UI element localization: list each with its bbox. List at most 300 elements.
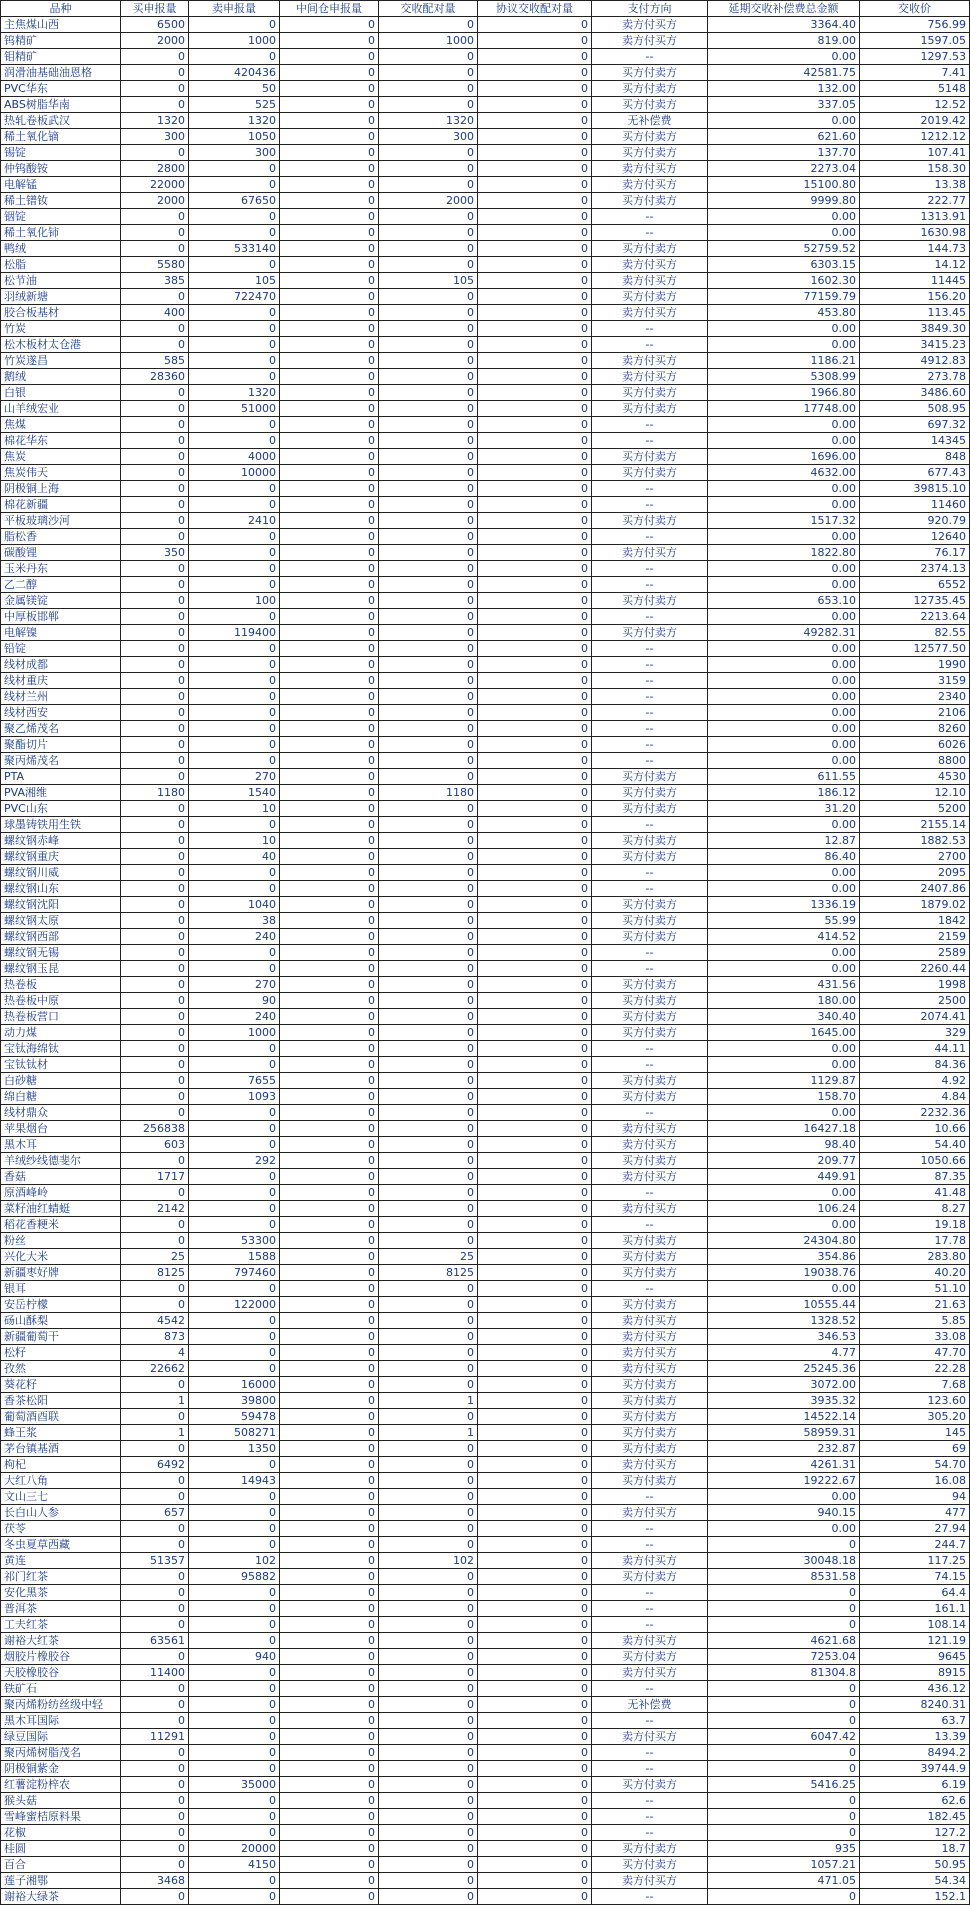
cell-payment-direction: -- — [592, 481, 708, 497]
cell-deferred-compensation: 0.00 — [708, 49, 860, 65]
cell-payment-direction: -- — [592, 1825, 708, 1841]
cell-sell-declared: 1540 — [189, 785, 280, 801]
cell-buy-declared: 0 — [121, 481, 189, 497]
table-row — [1, 1105, 970, 1121]
cell-sell-declared: 39800 — [189, 1393, 280, 1409]
cell-settlement-price: 6.19 — [860, 1777, 970, 1793]
cell-variety: 螺纹钢重庆 — [1, 849, 121, 865]
cell-matched-quantity: 0 — [379, 817, 478, 833]
cell-variety: 锡锭 — [1, 145, 121, 161]
cell-sell-declared: 0 — [189, 529, 280, 545]
cell-matched-quantity: 0 — [379, 913, 478, 929]
cell-matched-quantity: 0 — [379, 673, 478, 689]
cell-sell-declared: 0 — [189, 305, 280, 321]
cell-matched-quantity: 0 — [379, 1281, 478, 1297]
cell-matched-quantity: 0 — [379, 305, 478, 321]
cell-settlement-price: 244.7 — [860, 1537, 970, 1553]
cell-agreement-matched: 0 — [478, 1521, 592, 1537]
cell-settlement-price: 8494.2 — [860, 1745, 970, 1761]
cell-intermediate-declared: 0 — [280, 1681, 379, 1697]
cell-agreement-matched: 0 — [478, 1457, 592, 1473]
table-row — [1, 289, 970, 305]
table-row — [1, 1153, 970, 1169]
cell-intermediate-declared: 0 — [280, 1137, 379, 1153]
cell-settlement-price: 76.17 — [860, 545, 970, 561]
cell-variety: 羊绒纱线德斐尔 — [1, 1153, 121, 1169]
cell-variety: 线材重庆 — [1, 673, 121, 689]
table-row — [1, 609, 970, 625]
cell-deferred-compensation: 31.20 — [708, 801, 860, 817]
cell-payment-direction: 买方付卖方 — [592, 97, 708, 113]
cell-intermediate-declared: 0 — [280, 609, 379, 625]
cell-variety: 砀山酥梨 — [1, 1313, 121, 1329]
cell-deferred-compensation: 0.00 — [708, 657, 860, 673]
cell-buy-declared: 0 — [121, 977, 189, 993]
cell-sell-declared: 67650 — [189, 193, 280, 209]
cell-intermediate-declared: 0 — [280, 417, 379, 433]
cell-agreement-matched: 0 — [478, 449, 592, 465]
cell-matched-quantity: 0 — [379, 1729, 478, 1745]
cell-agreement-matched: 0 — [478, 1153, 592, 1169]
cell-intermediate-declared: 0 — [280, 833, 379, 849]
cell-settlement-price: 436.12 — [860, 1681, 970, 1697]
table-row — [1, 257, 970, 273]
cell-matched-quantity: 105 — [379, 273, 478, 289]
cell-variety: 线材成都 — [1, 657, 121, 673]
cell-agreement-matched: 0 — [478, 721, 592, 737]
cell-intermediate-declared: 0 — [280, 1521, 379, 1537]
cell-matched-quantity: 0 — [379, 865, 478, 881]
cell-agreement-matched: 0 — [478, 1473, 592, 1489]
cell-agreement-matched: 0 — [478, 113, 592, 129]
cell-agreement-matched: 0 — [478, 1617, 592, 1633]
table-header-row — [1, 1, 970, 17]
cell-variety: PVC华东 — [1, 81, 121, 97]
cell-variety: 粉丝 — [1, 1233, 121, 1249]
cell-intermediate-declared: 0 — [280, 1169, 379, 1185]
cell-sell-declared: 95882 — [189, 1569, 280, 1585]
cell-agreement-matched: 0 — [478, 673, 592, 689]
cell-settlement-price: 13.39 — [860, 1729, 970, 1745]
cell-settlement-price: 756.99 — [860, 17, 970, 33]
cell-sell-declared: 0 — [189, 577, 280, 593]
table-row — [1, 1297, 970, 1313]
cell-intermediate-declared: 0 — [280, 49, 379, 65]
cell-sell-declared: 0 — [189, 545, 280, 561]
cell-agreement-matched: 0 — [478, 1137, 592, 1153]
table-row — [1, 1073, 970, 1089]
cell-matched-quantity: 0 — [379, 1105, 478, 1121]
table-row — [1, 1617, 970, 1633]
cell-variety: 稀土镨钕 — [1, 193, 121, 209]
cell-matched-quantity: 0 — [379, 1793, 478, 1809]
cell-sell-declared: 1000 — [189, 33, 280, 49]
cell-variety: 谢裕大绿茶 — [1, 1889, 121, 1905]
cell-intermediate-declared: 0 — [280, 1873, 379, 1889]
cell-payment-direction: 买方付卖方 — [592, 401, 708, 417]
cell-settlement-price: 222.77 — [860, 193, 970, 209]
cell-matched-quantity: 0 — [379, 1489, 478, 1505]
cell-payment-direction: -- — [592, 689, 708, 705]
cell-settlement-price: 54.40 — [860, 1137, 970, 1153]
cell-payment-direction: -- — [592, 1889, 708, 1905]
cell-deferred-compensation: 0.00 — [708, 641, 860, 657]
cell-sell-declared: 0 — [189, 1057, 280, 1073]
cell-settlement-price: 3415.23 — [860, 337, 970, 353]
table-row — [1, 353, 970, 369]
cell-agreement-matched: 0 — [478, 1393, 592, 1409]
cell-payment-direction: 买方付卖方 — [592, 1441, 708, 1457]
cell-payment-direction: -- — [592, 561, 708, 577]
cell-sell-declared: 0 — [189, 1633, 280, 1649]
cell-payment-direction: -- — [592, 321, 708, 337]
table-row — [1, 449, 970, 465]
cell-payment-direction: 买方付卖方 — [592, 1009, 708, 1025]
cell-variety: 葵花籽 — [1, 1377, 121, 1393]
cell-matched-quantity: 0 — [379, 1825, 478, 1841]
cell-settlement-price: 94 — [860, 1489, 970, 1505]
cell-buy-declared: 0 — [121, 737, 189, 753]
cell-matched-quantity: 0 — [379, 1073, 478, 1089]
cell-buy-declared: 2800 — [121, 161, 189, 177]
cell-variety: 兴化大米 — [1, 1249, 121, 1265]
cell-agreement-matched: 0 — [478, 1889, 592, 1905]
cell-payment-direction: -- — [592, 1521, 708, 1537]
cell-buy-declared: 0 — [121, 1601, 189, 1617]
cell-matched-quantity: 0 — [379, 897, 478, 913]
cell-settlement-price: 3159 — [860, 673, 970, 689]
cell-sell-declared: 119400 — [189, 625, 280, 641]
cell-buy-declared: 0 — [121, 1713, 189, 1729]
cell-matched-quantity: 0 — [379, 1713, 478, 1729]
table-row — [1, 1841, 970, 1857]
cell-matched-quantity: 300 — [379, 129, 478, 145]
cell-payment-direction: -- — [592, 1281, 708, 1297]
cell-variety: ABS树脂华南 — [1, 97, 121, 113]
cell-deferred-compensation: 52759.52 — [708, 241, 860, 257]
cell-deferred-compensation: 0.00 — [708, 497, 860, 513]
cell-sell-declared: 1588 — [189, 1249, 280, 1265]
cell-agreement-matched: 0 — [478, 1793, 592, 1809]
cell-deferred-compensation: 209.77 — [708, 1153, 860, 1169]
cell-sell-declared: 0 — [189, 1873, 280, 1889]
table-row — [1, 977, 970, 993]
cell-sell-declared: 0 — [189, 1665, 280, 1681]
cell-settlement-price: 51.10 — [860, 1281, 970, 1297]
cell-intermediate-declared: 0 — [280, 545, 379, 561]
cell-sell-declared: 270 — [189, 769, 280, 785]
cell-settlement-price: 123.60 — [860, 1393, 970, 1409]
cell-settlement-price: 2232.36 — [860, 1105, 970, 1121]
cell-intermediate-declared: 0 — [280, 801, 379, 817]
table-body — [1, 17, 970, 1905]
cell-variety: 羽绒新塘 — [1, 289, 121, 305]
cell-buy-declared: 0 — [121, 1841, 189, 1857]
cell-payment-direction: 买方付卖方 — [592, 289, 708, 305]
cell-matched-quantity: 0 — [379, 1009, 478, 1025]
cell-matched-quantity: 0 — [379, 577, 478, 593]
cell-deferred-compensation: 0 — [708, 1889, 860, 1905]
header-agreement-matched: 协议交收配对量 — [478, 1, 592, 17]
cell-settlement-price: 273.78 — [860, 369, 970, 385]
cell-settlement-price: 113.45 — [860, 305, 970, 321]
cell-deferred-compensation: 0.00 — [708, 1041, 860, 1057]
cell-variety: 苹果烟台 — [1, 1121, 121, 1137]
cell-buy-declared: 0 — [121, 993, 189, 1009]
cell-deferred-compensation: 24304.80 — [708, 1233, 860, 1249]
cell-variety: 钨精矿 — [1, 33, 121, 49]
cell-sell-declared: 0 — [189, 881, 280, 897]
cell-intermediate-declared: 0 — [280, 737, 379, 753]
cell-settlement-price: 8240.31 — [860, 1697, 970, 1713]
cell-payment-direction: 买方付卖方 — [592, 993, 708, 1009]
cell-variety: 猴头菇 — [1, 1793, 121, 1809]
cell-matched-quantity: 0 — [379, 1681, 478, 1697]
cell-buy-declared: 0 — [121, 625, 189, 641]
cell-matched-quantity: 1320 — [379, 113, 478, 129]
cell-agreement-matched: 0 — [478, 817, 592, 833]
cell-variety: 脂松香 — [1, 529, 121, 545]
cell-matched-quantity: 0 — [379, 433, 478, 449]
cell-sell-declared: 292 — [189, 1153, 280, 1169]
cell-deferred-compensation: 0 — [708, 1697, 860, 1713]
cell-variety: 乙二醇 — [1, 577, 121, 593]
cell-buy-declared: 3468 — [121, 1873, 189, 1889]
cell-buy-declared: 0 — [121, 849, 189, 865]
cell-matched-quantity: 0 — [379, 769, 478, 785]
cell-intermediate-declared: 0 — [280, 577, 379, 593]
cell-sell-declared: 0 — [189, 177, 280, 193]
cell-intermediate-declared: 0 — [280, 1073, 379, 1089]
cell-payment-direction: 买方付卖方 — [592, 241, 708, 257]
cell-sell-declared: 0 — [189, 1505, 280, 1521]
cell-matched-quantity: 0 — [379, 337, 478, 353]
cell-agreement-matched: 0 — [478, 1233, 592, 1249]
table-row — [1, 417, 970, 433]
cell-deferred-compensation: 346.53 — [708, 1329, 860, 1345]
cell-deferred-compensation: 0.00 — [708, 673, 860, 689]
cell-settlement-price: 508.95 — [860, 401, 970, 417]
cell-intermediate-declared: 0 — [280, 1489, 379, 1505]
cell-deferred-compensation: 354.86 — [708, 1249, 860, 1265]
cell-sell-declared: 0 — [189, 433, 280, 449]
cell-agreement-matched: 0 — [478, 1537, 592, 1553]
cell-sell-declared: 90 — [189, 993, 280, 1009]
cell-deferred-compensation: 0.00 — [708, 1105, 860, 1121]
table-row — [1, 785, 970, 801]
cell-settlement-price: 11460 — [860, 497, 970, 513]
table-row — [1, 1185, 970, 1201]
cell-matched-quantity: 0 — [379, 1505, 478, 1521]
cell-agreement-matched: 0 — [478, 1569, 592, 1585]
cell-sell-declared: 1040 — [189, 897, 280, 913]
cell-intermediate-declared: 0 — [280, 721, 379, 737]
cell-payment-direction: 卖方付买方 — [592, 1345, 708, 1361]
cell-sell-declared: 10000 — [189, 465, 280, 481]
cell-deferred-compensation: 19222.67 — [708, 1473, 860, 1489]
cell-intermediate-declared: 0 — [280, 33, 379, 49]
cell-intermediate-declared: 0 — [280, 1201, 379, 1217]
cell-deferred-compensation: 1822.80 — [708, 545, 860, 561]
cell-deferred-compensation: 0.00 — [708, 689, 860, 705]
cell-agreement-matched: 0 — [478, 1553, 592, 1569]
cell-intermediate-declared: 0 — [280, 561, 379, 577]
cell-settlement-price: 1879.02 — [860, 897, 970, 913]
cell-variety: 枸杞 — [1, 1457, 121, 1473]
cell-agreement-matched: 0 — [478, 513, 592, 529]
cell-matched-quantity: 0 — [379, 449, 478, 465]
cell-payment-direction: 买方付卖方 — [592, 929, 708, 945]
cell-payment-direction: 买方付卖方 — [592, 1297, 708, 1313]
cell-matched-quantity: 0 — [379, 1345, 478, 1361]
cell-deferred-compensation: 0 — [708, 1745, 860, 1761]
cell-variety: 电解锰 — [1, 177, 121, 193]
cell-settlement-price: 127.2 — [860, 1825, 970, 1841]
cell-payment-direction: 卖方付买方 — [592, 353, 708, 369]
cell-deferred-compensation: 25245.36 — [708, 1361, 860, 1377]
cell-sell-declared: 0 — [189, 945, 280, 961]
cell-settlement-price: 108.14 — [860, 1617, 970, 1633]
cell-variety: 螺纹钢太原 — [1, 913, 121, 929]
cell-variety: 螺纹钢沈阳 — [1, 897, 121, 913]
cell-agreement-matched: 0 — [478, 961, 592, 977]
cell-payment-direction: 卖方付买方 — [592, 273, 708, 289]
cell-buy-declared: 400 — [121, 305, 189, 321]
cell-intermediate-declared: 0 — [280, 993, 379, 1009]
cell-payment-direction: 卖方付买方 — [592, 1873, 708, 1889]
table-row — [1, 1553, 970, 1569]
cell-settlement-price: 4.84 — [860, 1089, 970, 1105]
cell-variety: 香菇 — [1, 1169, 121, 1185]
cell-deferred-compensation: 1696.00 — [708, 449, 860, 465]
table-row — [1, 593, 970, 609]
cell-payment-direction: -- — [592, 1041, 708, 1057]
cell-intermediate-declared: 0 — [280, 1745, 379, 1761]
cell-intermediate-declared: 0 — [280, 369, 379, 385]
cell-intermediate-declared: 0 — [280, 913, 379, 929]
cell-matched-quantity: 0 — [379, 1441, 478, 1457]
cell-intermediate-declared: 0 — [280, 881, 379, 897]
cell-sell-declared: 0 — [189, 1121, 280, 1137]
cell-buy-declared: 0 — [121, 241, 189, 257]
table-row — [1, 753, 970, 769]
cell-sell-declared: 0 — [189, 1489, 280, 1505]
cell-agreement-matched: 0 — [478, 1713, 592, 1729]
cell-matched-quantity: 0 — [379, 1329, 478, 1345]
cell-settlement-price: 1297.53 — [860, 49, 970, 65]
cell-payment-direction: -- — [592, 225, 708, 241]
cell-sell-declared: 53300 — [189, 1233, 280, 1249]
cell-settlement-price: 8800 — [860, 753, 970, 769]
table-row — [1, 1345, 970, 1361]
cell-sell-declared: 0 — [189, 1601, 280, 1617]
cell-deferred-compensation: 0.00 — [708, 577, 860, 593]
cell-intermediate-declared: 0 — [280, 1601, 379, 1617]
table-row — [1, 193, 970, 209]
cell-variety: 宝钛海绵钛 — [1, 1041, 121, 1057]
table-row — [1, 1761, 970, 1777]
cell-sell-declared: 0 — [189, 1889, 280, 1905]
cell-settlement-price: 54.34 — [860, 1873, 970, 1889]
cell-payment-direction: -- — [592, 1793, 708, 1809]
table-row — [1, 945, 970, 961]
cell-sell-declared: 0 — [189, 1617, 280, 1633]
cell-variety: 普洱茶 — [1, 1601, 121, 1617]
cell-deferred-compensation: 0.00 — [708, 737, 860, 753]
cell-agreement-matched: 0 — [478, 1873, 592, 1889]
table-row — [1, 1121, 970, 1137]
table-row — [1, 801, 970, 817]
cell-buy-declared: 0 — [121, 961, 189, 977]
cell-intermediate-declared: 0 — [280, 1665, 379, 1681]
cell-sell-declared: 14943 — [189, 1473, 280, 1489]
cell-payment-direction: 卖方付买方 — [592, 1457, 708, 1473]
cell-buy-declared: 0 — [121, 801, 189, 817]
cell-deferred-compensation: 0.00 — [708, 561, 860, 577]
cell-agreement-matched: 0 — [478, 65, 592, 81]
cell-payment-direction: -- — [592, 1537, 708, 1553]
cell-buy-declared: 0 — [121, 689, 189, 705]
table-row — [1, 1681, 970, 1697]
cell-agreement-matched: 0 — [478, 1601, 592, 1617]
cell-intermediate-declared: 0 — [280, 1313, 379, 1329]
cell-variety: 谢裕大红茶 — [1, 1633, 121, 1649]
table-row — [1, 145, 970, 161]
cell-buy-declared: 0 — [121, 945, 189, 961]
cell-buy-declared: 350 — [121, 545, 189, 561]
cell-deferred-compensation: 1336.19 — [708, 897, 860, 913]
cell-payment-direction: 买方付卖方 — [592, 1025, 708, 1041]
cell-intermediate-declared: 0 — [280, 145, 379, 161]
cell-agreement-matched: 0 — [478, 769, 592, 785]
cell-agreement-matched: 0 — [478, 641, 592, 657]
cell-agreement-matched: 0 — [478, 1585, 592, 1601]
cell-payment-direction: 买方付卖方 — [592, 449, 708, 465]
cell-matched-quantity: 0 — [379, 49, 478, 65]
cell-variety: 焦炭 — [1, 449, 121, 465]
cell-payment-direction: 卖方付买方 — [592, 1361, 708, 1377]
cell-settlement-price: 7.68 — [860, 1377, 970, 1393]
cell-variety: 竹炭 — [1, 321, 121, 337]
cell-deferred-compensation: 4632.00 — [708, 465, 860, 481]
table-row — [1, 1025, 970, 1041]
cell-buy-declared: 0 — [121, 721, 189, 737]
cell-settlement-price: 158.30 — [860, 161, 970, 177]
cell-buy-declared: 0 — [121, 673, 189, 689]
cell-buy-declared: 0 — [121, 1185, 189, 1201]
cell-matched-quantity: 0 — [379, 753, 478, 769]
cell-intermediate-declared: 0 — [280, 129, 379, 145]
cell-agreement-matched: 0 — [478, 481, 592, 497]
table-row — [1, 769, 970, 785]
cell-intermediate-declared: 0 — [280, 433, 379, 449]
cell-matched-quantity: 0 — [379, 1025, 478, 1041]
cell-payment-direction: 买方付卖方 — [592, 385, 708, 401]
cell-sell-declared: 0 — [189, 497, 280, 513]
cell-sell-declared: 50 — [189, 81, 280, 97]
cell-payment-direction: 无补偿费 — [592, 1697, 708, 1713]
cell-buy-declared: 0 — [121, 497, 189, 513]
cell-variety: 聚丙烯树脂茂名 — [1, 1745, 121, 1761]
cell-buy-declared: 1 — [121, 1425, 189, 1441]
cell-buy-declared: 0 — [121, 1489, 189, 1505]
cell-variety: 平板玻璃沙河 — [1, 513, 121, 529]
cell-matched-quantity: 0 — [379, 1569, 478, 1585]
cell-intermediate-declared: 0 — [280, 81, 379, 97]
cell-matched-quantity: 0 — [379, 145, 478, 161]
cell-sell-declared: 51000 — [189, 401, 280, 417]
cell-sell-declared: 0 — [189, 753, 280, 769]
